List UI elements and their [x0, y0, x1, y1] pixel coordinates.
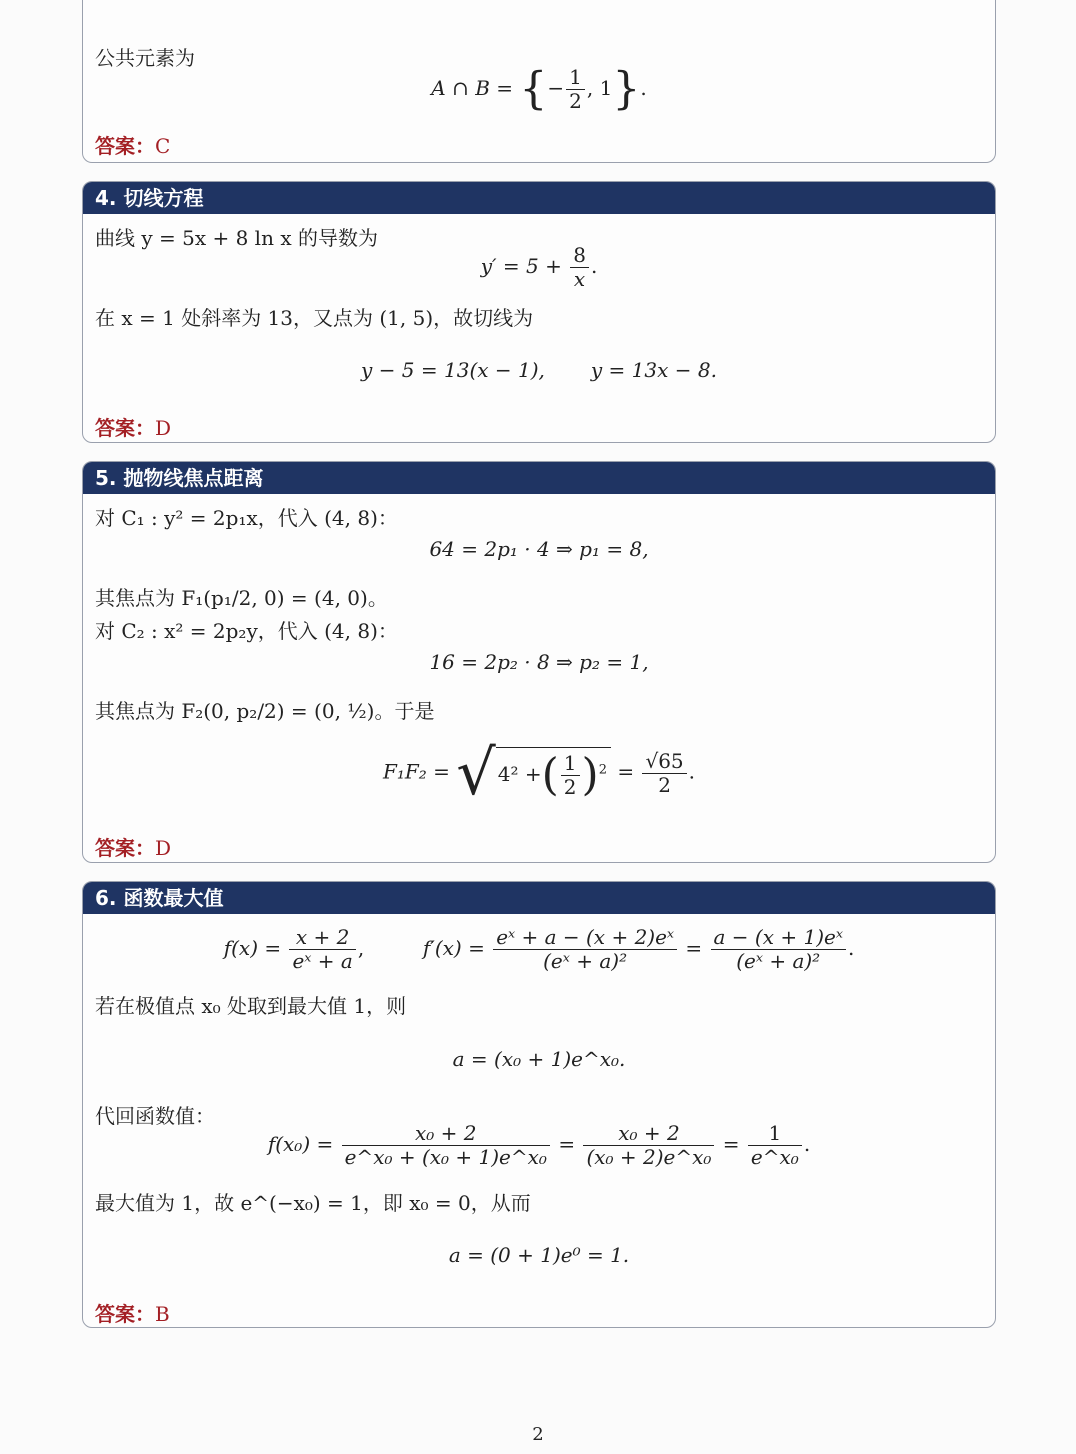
box5-line4: 其焦点为 F₂(0, p₂/2) = (0, ½)。于是 — [95, 699, 435, 723]
fx0-num2: x₀ + 2 — [583, 1122, 714, 1146]
eq1-text: 64 = 2p₁ · 4 ⇒ p₁ = 8, — [429, 537, 649, 561]
box6-eq-final — [83, 1243, 995, 1267]
box6-function-def — [83, 926, 995, 973]
dist-inner: 4² + — [497, 762, 542, 786]
answer-label: 答案： — [95, 1302, 155, 1326]
dist-end: . — [688, 759, 696, 784]
box3-neg: − — [547, 76, 565, 100]
fp-den2: (eˣ + a)² — [736, 949, 821, 973]
eq-a-text: a = (x₀ + 1)e^x₀. — [452, 1047, 626, 1071]
box5-line1: 对 C₁ : y² = 2p₁x，代入 (4, 8)： — [95, 506, 398, 530]
fx0-num1: x₀ + 2 — [342, 1122, 550, 1146]
half-fraction — [561, 752, 580, 799]
fx0-lhs: f(x₀) = — [267, 1132, 334, 1156]
deriv-den: x — [573, 267, 586, 291]
box3-answer — [95, 130, 170, 159]
box4-line2: 在 x = 1 处斜率为 13，又点为 (1, 5)，故切线为 — [95, 306, 534, 330]
box6-answer — [95, 1298, 170, 1327]
box5-line2: 其焦点为 F₁(p₁/2, 0) = (4, 0)。 — [95, 586, 388, 610]
solution-box-5 — [82, 461, 996, 863]
eq-sign: = — [617, 759, 635, 784]
left-brace: { — [519, 63, 548, 115]
tangent-eq1: y − 5 = 13(x − 1), — [361, 358, 545, 382]
f-den: eˣ + a — [292, 949, 353, 973]
f-lhs: f(x) = — [223, 936, 282, 960]
half-den: 2 — [563, 775, 577, 799]
box3-rest: , 1 — [586, 76, 613, 100]
box4-tangent-eq — [83, 358, 995, 382]
answer-label: 答案： — [95, 416, 155, 440]
fx0-den2: (x₀ + 2)e^x₀ — [586, 1145, 712, 1169]
answer-label: 答案： — [95, 134, 155, 158]
fp-num1: eˣ + a − (x + 2)eˣ — [493, 926, 677, 950]
answer-label: 答案： — [95, 836, 155, 860]
box5-eq2 — [83, 650, 995, 674]
fp-num2: a − (x + 1)eˣ — [711, 926, 846, 950]
res-num: √65 — [642, 750, 686, 774]
answer-letter: D — [155, 416, 172, 440]
fp-lhs: f′(x) = — [422, 936, 485, 960]
solution-box-6 — [82, 881, 996, 1328]
fp-eq: = — [685, 936, 703, 960]
solution-box-4 — [82, 181, 996, 443]
res-den: 2 — [658, 772, 671, 797]
box6-line3: 最大值为 1，故 e^(−x₀) = 1，即 x₀ = 0，从而 — [95, 1191, 531, 1215]
solution-box-3 — [82, 0, 996, 163]
right-brace: } — [612, 63, 641, 115]
fx0-den1: e^x₀ + (x₀ + 1)e^x₀ — [344, 1145, 547, 1169]
fp-fraction1 — [493, 926, 677, 973]
box5-line3: 对 C₂ : x² = 2p₂y，代入 (4, 8)： — [95, 619, 398, 643]
sqrt-symbol: √ 4² +( $\frac{1}{2}$ )$^2$ — [456, 742, 611, 804]
box3-frac-num: 1 — [566, 66, 585, 90]
box6-line1: 若在极值点 x₀ 处取到最大值 1，则 — [95, 994, 407, 1018]
fx0-num3: 1 — [748, 1122, 802, 1146]
fp-fraction2 — [711, 926, 846, 973]
fp-den1: (eˣ + a)² — [543, 949, 628, 973]
deriv-end: . — [590, 254, 598, 278]
fx0-fraction2 — [583, 1122, 714, 1169]
f-sep: , — [357, 936, 365, 960]
dist-lhs: F₁F₂ = — [382, 759, 450, 784]
deriv-fraction — [570, 244, 589, 291]
deriv-lhs: y′ = 5 + — [480, 254, 562, 278]
fx0-eq1: = — [558, 1132, 576, 1156]
box5-distance-formula — [83, 736, 995, 809]
answer-letter: C — [155, 134, 171, 158]
box4-title: 4. 切线方程 — [83, 182, 995, 214]
fx0-end: . — [803, 1132, 811, 1156]
deriv-num: 8 — [570, 244, 589, 268]
box6-fx0-formula — [83, 1122, 995, 1169]
eq2-text: 16 = 2p₂ · 8 ⇒ p₂ = 1, — [429, 650, 649, 674]
fx0-fraction1 — [342, 1122, 550, 1169]
box3-frac-den: 2 — [569, 89, 582, 113]
fp-end: . — [847, 936, 855, 960]
box5-title: 5. 抛物线焦点距离 — [83, 462, 995, 494]
answer-letter: B — [155, 1302, 170, 1326]
result-fraction — [642, 750, 686, 797]
box6-eq-a — [83, 1047, 995, 1071]
box3-intersection-formula — [83, 63, 995, 115]
box5-answer — [95, 832, 171, 861]
fx0-eq2: = — [722, 1132, 740, 1156]
half-num: 1 — [561, 752, 580, 776]
eq-final-text: a = (0 + 1)e⁰ = 1. — [448, 1243, 630, 1267]
fx0-fraction3 — [748, 1122, 802, 1169]
page-number: 2 — [532, 1424, 544, 1445]
box3-end: . — [640, 76, 647, 100]
tangent-eq2: y = 13x − 8. — [590, 358, 717, 382]
square-exp: 2 — [598, 762, 607, 778]
box3-formula-lhs: A ∩ B = — [431, 76, 514, 100]
answer-letter: D — [155, 836, 172, 860]
box4-line1: 曲线 y = 5x + 8 ln x 的导数为 — [95, 226, 378, 250]
box6-title: 6. 函数最大值 — [83, 882, 995, 914]
f-num: x + 2 — [289, 926, 355, 950]
fx0-den3: e^x₀ — [750, 1145, 799, 1169]
box4-derivative — [83, 244, 995, 291]
box5-eq1 — [83, 537, 995, 561]
box4-answer — [95, 412, 171, 441]
box3-fraction — [566, 66, 585, 113]
f-fraction — [289, 926, 355, 973]
box6-line2: 代回函数值： — [95, 1104, 215, 1128]
box3-intro: 公共元素为 — [95, 46, 195, 70]
